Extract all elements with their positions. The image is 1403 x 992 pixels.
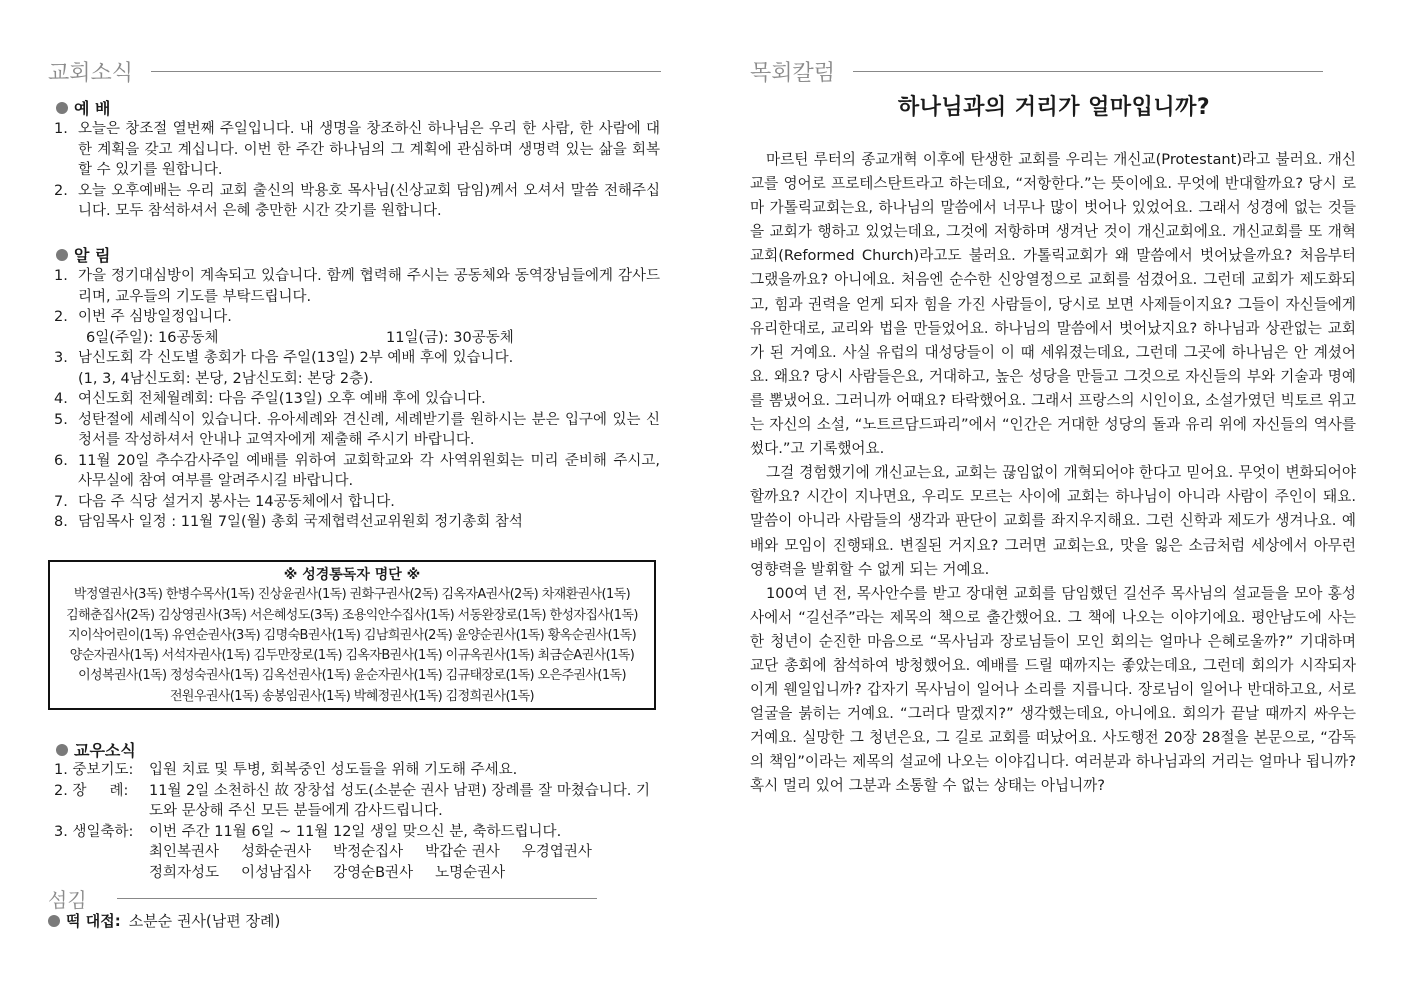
section-header-church-news bbox=[48, 56, 661, 87]
birthday-names: 최인복권사 성화순권사 박정순집사 박갑순 권사 우경엽권사 bbox=[149, 844, 592, 860]
paragraph: 100여 년 전, 목사안수를 받고 장대현 교회를 담임했던 길선주 목사님의 설교들을 모아 홍성사에서 “길선주”라는 제목의 책으로 출간했어요. 그 책에 나오는 이야기에요. 평안남도에 사는 한 청년이 순진한 마음으로 “목사님과 장로님들이 모인 회의는 얼마나 은혜로울까?” 기대하며 교단 총회에 참석하여 방청했어요. 예배를 드릴 때까지는 좋았는데요, 그런데 회의가 시작되자 이게 웬일입니까? 갑자기 목사님이 일어나 소리를 지릅니다. 장로님이 일어나 반대하고요, 서로 얼굴을 붉히는 거예요. “그러다 말겠지?” 생각했는데요, 아니에요. 회의가 끝날 때까지 싸우는 거예요. 실망한 그 청년은요, 그 길로 교회를 떠났어요. 사도행전 20장 28절을 본문으로, “감독의 책임”이라는 제목의 설교에 나오는 이야깁니다. 여러분과 하나님과의 거리는 얼마나 됩니까? 혹시 멀리 있어 그분과 소통할 수 없는 상태는 아닙니까? bbox=[750, 584, 1356, 795]
list-item: 2. 오늘 오후예배는 우리 교회 출신의 박용호 목사님(신상교회 담임)께서 오셔서 말씀 전해주십니다. 모두 참석하셔서 은혜 충만한 시간 갖기를 원합니다. bbox=[54, 182, 660, 219]
bullet-icon bbox=[48, 915, 60, 927]
worship-heading: 예 배 bbox=[56, 96, 110, 119]
list-item: 6. 11월 20일 추수감사주일 예배를 위하여 교회학교와 각 사역위원회는 미리 준비해 주시고, 사무실에 참여 여부를 알려주시길 바랍니다. bbox=[54, 452, 660, 489]
divider bbox=[853, 71, 1323, 72]
reader-row: 전원우권사(1독) 송봉임권사(1독) 박혜정권사(1독) 김정희권사(1독) bbox=[169, 688, 535, 704]
visit-schedule: 6일(주일): 16공동체 11일(금): 30공동체 bbox=[86, 329, 514, 346]
column-body bbox=[750, 148, 1356, 799]
notice-heading: 알 림 bbox=[56, 243, 110, 266]
bullet-icon bbox=[56, 249, 68, 261]
family-news-heading: 교우소식 bbox=[56, 738, 136, 761]
reader-row: 김해춘집사(2독) 김상영권사(3독) 서은혜성도(3독) 조용익안수집사(1독) 서동완장로(1독) 한성자집사(1독) bbox=[66, 607, 638, 623]
list-item: 3. 남신도회 각 신도별 총회가 다음 주일(13일) 2부 예배 후에 있습니다. bbox=[54, 350, 514, 366]
paragraph: 마르틴 루터의 종교개혁 이후에 탄생한 교회를 우리는 개신교(Protestant)라고 불러요. 개신교를 영어로 프로테스탄트라고 하는데요, “저항한다.”는 뜻이에요. 무엇에 반대할까요? 당시 로마 가톨릭교회는요, 하나님의 말씀에서 너무나 많이 벗어나 있었어요. 그래서 성경에 없는 것들을 교회가 행하고 있었는데요, 그것에 저항하며 생겨난 것이 개신교회에요. 개신교회를 또 개혁교회(Reformed Church)라고도 불러요. 가톨릭교회가 왜 말씀에서 벗어났을까요? 처음부터 그랬을까요? 아니에요. 처음엔 순수한 신앙열정으로 교회를 섬겼어요. 그런데 교회가 제도화되고, 힘과 권력을 얻게 되자 힘을 가진 사람들이, 당시로 보면 사제들이지요? 그들이 자신들에게 유리한대로, 교리와 법을 만들었어요. 하나님의 말씀에서 벗어났지요? 하나님과 상관없는 교회가 된 거예요. 사실 유럽의 대성당들이 이 때 세워졌는데요, 그런데 그곳에 하나님은 안 계셨어요. 왜요? 당시 사람들은요, 거대하고, 높은 성당을 만들고 그것으로 자신들의 부와 기술과 명예를 뽐냈어요. 그러니까 어때요? 타락했어요. 그래서 프랑스의 시인이요, 소설가였던 빅토르 위고는 자신의 소설, “노트르담드파리”에서 “인간은 거대한 성당의 돌과 유리 위에 자신들의 역사를 썼다.”고 기록했어요. bbox=[750, 151, 1356, 458]
bullet-icon bbox=[56, 744, 68, 756]
reader-row: 박정열권사(3독) 한병수목사(1독) 진상윤권사(1독) 권화구권사(2독) 김옥자A권사(2독) 차재환권사(1독) bbox=[73, 587, 631, 603]
list-item: 3. 생일축하: 이번 주간 11월 6일 ~ 11월 12일 생일 맞으신 분, 축하드립니다. bbox=[54, 823, 562, 840]
reader-row: 지이삭어린이(1독) 유연순권사(3독) 김명숙B권사(1독) 김남희권사(2독) 윤양순권사(1독) 황옥순권사(1독) bbox=[67, 627, 637, 643]
divider bbox=[151, 71, 661, 72]
list-item: 1. 오늘은 창조절 열번째 주일입니다. 내 생명을 창조하신 하나님은 우리 한 사람, 한 사람에 대한 계획을 갖고 계십니다. 이번 한 주간 하나님의 그 계획에 관심하며 생명력 있는 삶을 회복할 수 있기를 원합니다. bbox=[54, 121, 660, 178]
list-item: 8. 담임목사 일정 : 11월 7일(월) 총회 국제협력선교위원회 정기총회 참석 bbox=[54, 514, 523, 530]
reader-row: 이성복권사(1독) 정성숙권사(1독) 김옥선권사(1독) 윤순자권사(1독) 김규태장로(1독) 오은주권사(1독) bbox=[78, 668, 626, 684]
box-title: ※ 성경통독자 명단 ※ bbox=[283, 567, 421, 583]
bible-reader-box bbox=[48, 560, 656, 710]
service-line: 떡 대접: 소분순 권사(남편 장례) bbox=[48, 910, 280, 931]
section-title: 섬김 bbox=[48, 888, 87, 912]
list-item: 2. 장 례: 11월 2일 소천하신 故 장창섭 성도(소분순 권사 남편) 장례를 잘 마쳤습니다. 기도와 문상해 주신 모든 분들에게 감사드립니다. bbox=[54, 782, 650, 819]
birthday-names: 정희자성도 이성남집사 강영순B권사 노명순권사 bbox=[149, 864, 506, 881]
section-title: 목회칼럼 bbox=[750, 61, 836, 86]
list-item: 5. 성탄절에 세례식이 있습니다. 유아세례와 견신례, 세례받기를 원하시는 분은 입구에 있는 신청서를 작성하셔서 안내나 교역자에게 제출해 주시기 바랍니다. bbox=[54, 411, 660, 448]
list-item: 1. 가을 정기대심방이 계속되고 있습니다. 함께 협력해 주시는 공동체와 동역장님들에게 감사드리며, 교우들의 기도를 부탁드립니다. bbox=[54, 268, 660, 305]
list-item-sub: (1, 3, 4남신도회: 본당, 2남신도회: 본당 2층). bbox=[78, 370, 374, 387]
paragraph: 그걸 경험했기에 개신교는요, 교회는 끊임없이 개혁되어야 한다고 믿어요. 무엇이 변화되어야 할까요? 시간이 지나면요, 우리도 모르는 사이에 교회는 하나님이 아니라 사람이 주인이 돼요. 말씀이 아니라 사람들의 생각과 판단이 교회를 좌지우지해요. 그런 신학과 제도가 생겨나요. 예배와 모임이 진행돼요. 변질된 거지요? 그러면 교회는요, 맛을 잃은 소금처럼 세상에서 아무런 영향력을 발휘할 수 없게 되는 거예요. bbox=[750, 464, 1356, 578]
family-news-list bbox=[54, 760, 660, 883]
notice-list bbox=[54, 266, 660, 533]
list-item: 4. 여신도회 전체월례회: 다음 주일(13일) 오후 예배 후에 있습니다. bbox=[54, 391, 486, 407]
column-title: 하나님과의 거리가 얼마입니까? bbox=[897, 95, 1211, 120]
list-item: 1. 중보기도: 입원 치료 및 투병, 회복중인 성도들을 위해 기도해 주세요. bbox=[54, 762, 518, 778]
section-title: 교회소식 bbox=[48, 61, 134, 86]
divider bbox=[117, 898, 597, 899]
reader-row: 양순자권사(1독) 서석자권사(1독) 김두만장로(1독) 김옥자B권사(1독) 이규옥권사(1독) 최금순A권사(1독) bbox=[69, 648, 635, 664]
section-header-service bbox=[48, 884, 597, 913]
worship-list bbox=[54, 119, 660, 222]
list-item: 7. 다음 주 식당 설거지 봉사는 14공동체에서 합니다. bbox=[54, 493, 395, 510]
list-item: 2. 이번 주 심방일정입니다. bbox=[54, 309, 232, 325]
section-header-pastor-column bbox=[750, 56, 1323, 87]
bullet-icon bbox=[56, 102, 68, 114]
